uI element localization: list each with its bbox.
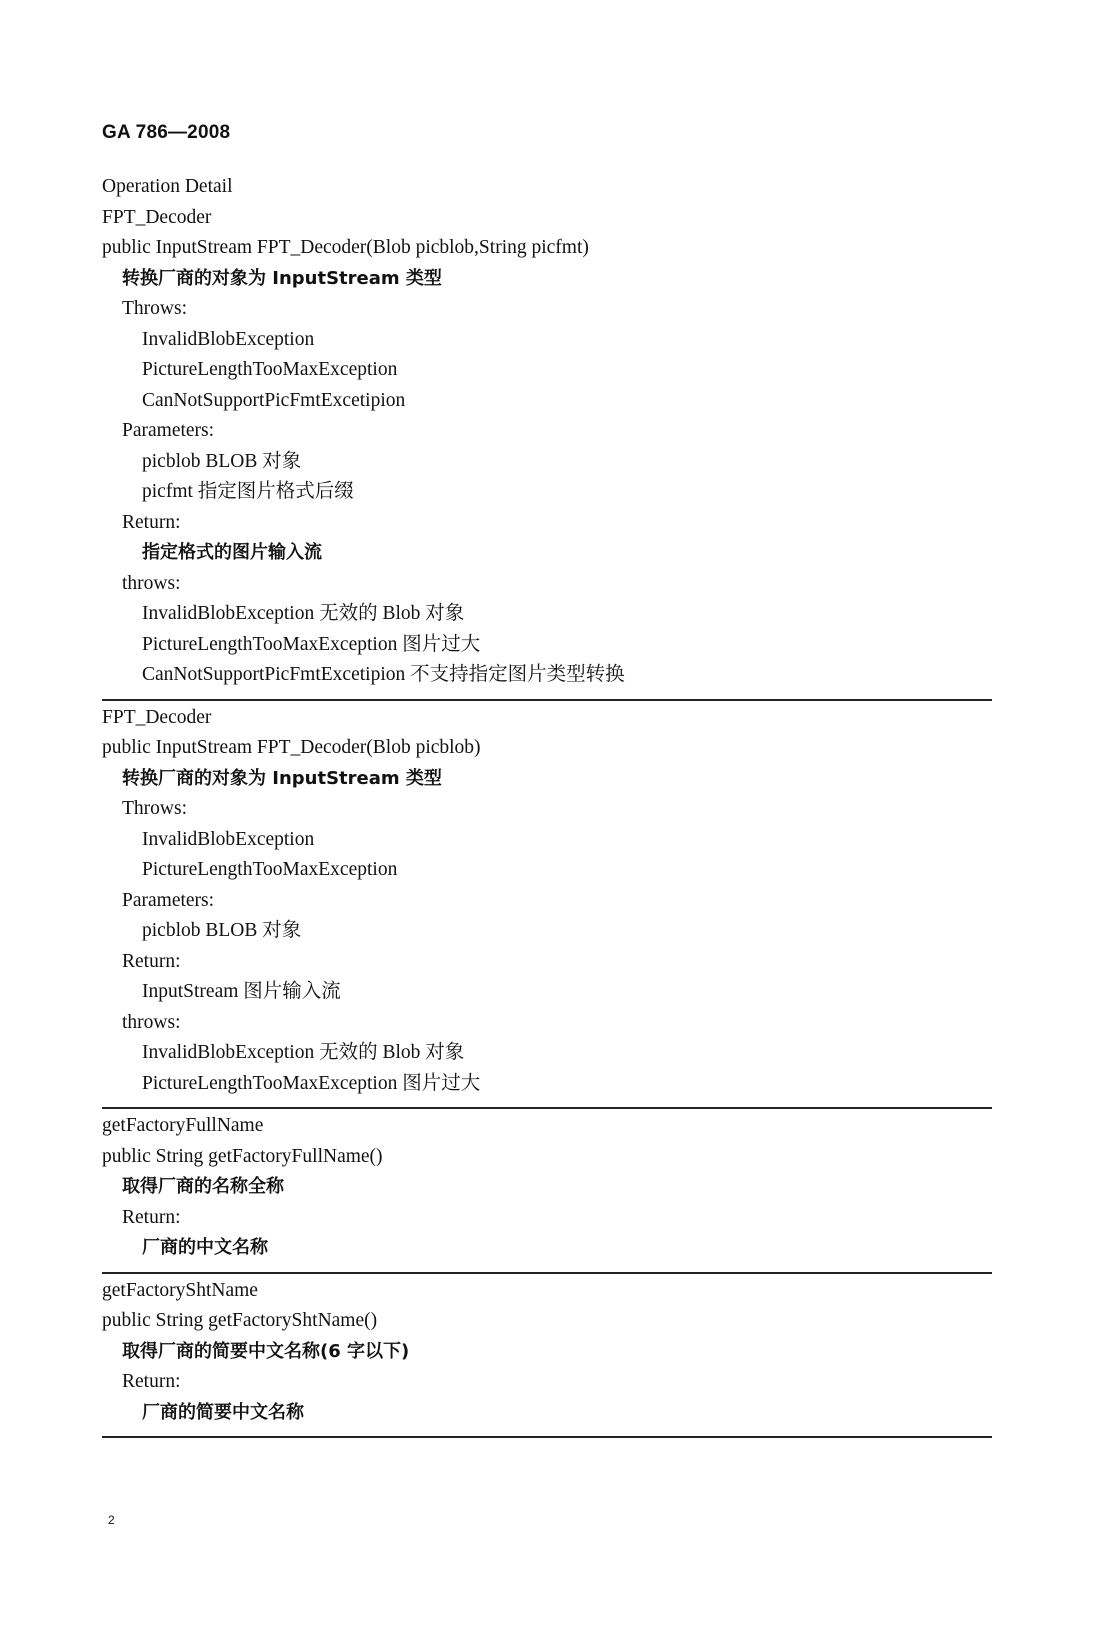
method-section (102, 703, 992, 1100)
standard-code: GA 786—2008 (102, 122, 231, 143)
method-signature: public String getFactoryFullName() (102, 1145, 383, 1167)
throws-label: Throws: (122, 298, 187, 319)
method-name: getFactoryFullName (102, 1115, 264, 1136)
method-section (102, 203, 992, 691)
method-section (102, 1276, 992, 1429)
section-divider (102, 1436, 992, 1438)
parameter-item: picfmt 指定图片格式后缀 (142, 481, 354, 502)
method-signature: public InputStream FPT_Decoder(Blob picblob) (102, 737, 481, 758)
throws-item: CanNotSupportPicFmtExcetipion (142, 389, 406, 411)
return-label: Return: (122, 950, 181, 972)
throws-detail-label: throws: (122, 1011, 181, 1033)
parameters-label: Parameters: (122, 420, 215, 441)
throws-detail-item: InvalidBlobException 无效的 Blob 对象 (142, 603, 465, 624)
return-label: Return: (122, 1206, 181, 1228)
throws-detail-item: PictureLengthTooMaxException 图片过大 (142, 633, 481, 655)
method-name: FPT_Decoder (102, 706, 212, 728)
return-label: Return: (122, 1371, 181, 1392)
parameters-label: Parameters: (122, 889, 215, 911)
page-number: 2 (108, 1513, 115, 1527)
throws-detail-item: InvalidBlobException 无效的 Blob 对象 (142, 1042, 465, 1063)
return-value: 厂商的简要中文名称 (142, 1401, 304, 1423)
section-divider (102, 1107, 992, 1109)
throws-item: PictureLengthTooMaxException (142, 359, 398, 380)
return-label: Return: (122, 511, 181, 533)
throws-detail-item: PictureLengthTooMaxException 图片过大 (142, 1072, 481, 1094)
section-divider (102, 1272, 992, 1274)
section-divider (102, 699, 992, 701)
throws-item: PictureLengthTooMaxException (142, 859, 398, 880)
parameter-item: picblob BLOB 对象 (142, 920, 302, 941)
api-doc-content (102, 172, 992, 1440)
throws-item: InvalidBlobException (142, 328, 315, 350)
method-signature: public String getFactoryShtName() (102, 1310, 378, 1331)
throws-detail-label: throws: (122, 572, 181, 594)
method-description: 转换厂商的对象为 InputStream 类型 (122, 767, 442, 789)
method-section (102, 1111, 992, 1264)
return-value: 指定格式的图片输入流 (142, 542, 322, 563)
throws-detail-item: CanNotSupportPicFmtExcetipion 不支持指定图片类型转换 (142, 664, 625, 685)
method-name: getFactoryShtName (102, 1279, 258, 1301)
method-description: 取得厂商的名称全称 (122, 1176, 284, 1197)
method-signature: public InputStream FPT_Decoder(Blob picblob,String picfmt) (102, 237, 589, 258)
method-description: 取得厂商的简要中文名称(6 字以下) (122, 1340, 410, 1362)
return-value: 厂商的中文名称 (142, 1237, 268, 1258)
parameter-item: picblob BLOB 对象 (142, 450, 302, 472)
operation-detail-heading: Operation Detail (102, 176, 233, 197)
throws-label: Throws: (122, 798, 187, 819)
method-description: 转换厂商的对象为 InputStream 类型 (122, 267, 442, 289)
throws-item: InvalidBlobException (142, 828, 315, 850)
method-name: FPT_Decoder (102, 206, 212, 228)
return-value: InputStream 图片输入流 (142, 981, 341, 1002)
